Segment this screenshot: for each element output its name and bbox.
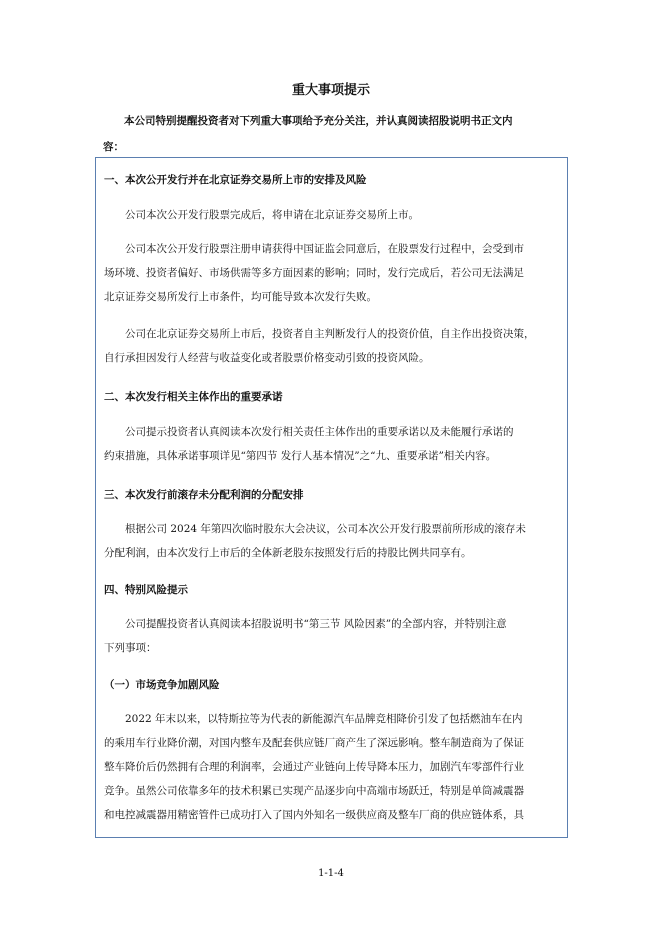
- paragraph-line: 2022 年末以来，以特斯拉等为代表的新能源汽车品牌竞相降价引发了包括燃油车在内: [125, 713, 523, 725]
- paragraph-line: 分配利润，由本次发行上市后的全体新老股东按照发行后的持股比例共同享有。: [104, 547, 472, 559]
- intro-line: 本公司特别提醒投资者对下列重大事项给予充分关注，并认真阅读招股说明书正文内: [124, 115, 513, 127]
- paragraph-line: 下列事项：: [104, 642, 157, 654]
- paragraph: [104, 420, 561, 468]
- paragraph-line: 根据公司 2024 年第四次临时股东大会决议，公司本次公开发行股票前所形成的滚存未: [125, 523, 526, 535]
- paragraph: [104, 707, 561, 827]
- paragraph: [104, 322, 561, 370]
- section-heading-3: 三、本次发行前滚存未分配利润的分配安排: [104, 489, 304, 501]
- paragraph-line: 自行承担因发行人经营与收益变化或者股票价格变动引致的投资风险。: [104, 352, 430, 364]
- paragraph: [104, 612, 561, 660]
- paragraph: [104, 203, 561, 227]
- subsection-heading: （一）市场竞争加剧风险: [104, 679, 220, 691]
- paragraph-line: 的乘用车行业降价潮，对国内整车及配套供应链厂商产生了深远影响。整车制造商为了保证: [104, 737, 524, 749]
- page-number: 1-1-4: [318, 868, 344, 879]
- paragraph-line: 整车降价后仍然拥有合理的利润率，会通过产业链向上传导降本压力，加剧汽车零部件行业: [104, 761, 524, 773]
- paragraph-line: 公司提示投资者认真阅读本次发行相关责任主体作出的重要承诺以及未能履行承诺的: [125, 426, 514, 438]
- paragraph-line: 场环境、投资者偏好、市场供需等多方面因素的影响；同时，发行完成后，若公司无法满足: [104, 267, 524, 279]
- paragraph-line: 公司本次公开发行股票注册申请获得中国证监会同意后，在股票发行过程中，会受到市: [125, 243, 524, 255]
- section-heading-2: 二、本次发行相关主体作出的重要承诺: [104, 391, 283, 403]
- page-title: 重大事项提示: [291, 83, 370, 98]
- intro-paragraph: [103, 108, 568, 160]
- section-heading-1: 一、本次公开发行并在北京证券交易所上市的安排及风险: [104, 174, 367, 186]
- paragraph-line: 约束措施，具体承诺事项详见“第四节 发行人基本情况”之“九、重要承诺”相关内容。: [104, 450, 497, 462]
- paragraph: [104, 517, 561, 565]
- paragraph-line: 北京证券交易所发行上市条件，均可能导致本次发行失败。: [104, 291, 377, 303]
- paragraph-line: 和电控减震器用精密管件已成功打入了国内外知名一级供应商及整车厂商的供应链体系，具: [104, 809, 524, 821]
- content-frame: [95, 157, 568, 838]
- paragraph-line: 公司提醒投资者认真阅读本招股说明书“第三节 风险因素”的全部内容，并特别注意: [125, 618, 507, 630]
- paragraph-line: 公司本次公开发行股票完成后，将申请在北京证券交易所上市。: [125, 209, 419, 221]
- paragraph: [104, 237, 561, 309]
- paragraph-line: 公司在北京证券交易所上市后，投资者自主判断发行人的投资价值，自主作出投资决策，: [125, 328, 535, 340]
- section-heading-4: 四、特别风险提示: [104, 584, 188, 596]
- intro-line: 容：: [103, 141, 124, 153]
- paragraph-line: 竞争。虽然公司依靠多年的技术积累已实现产品逐步向中高端市场跃迁，特别是单筒减震器: [104, 785, 524, 797]
